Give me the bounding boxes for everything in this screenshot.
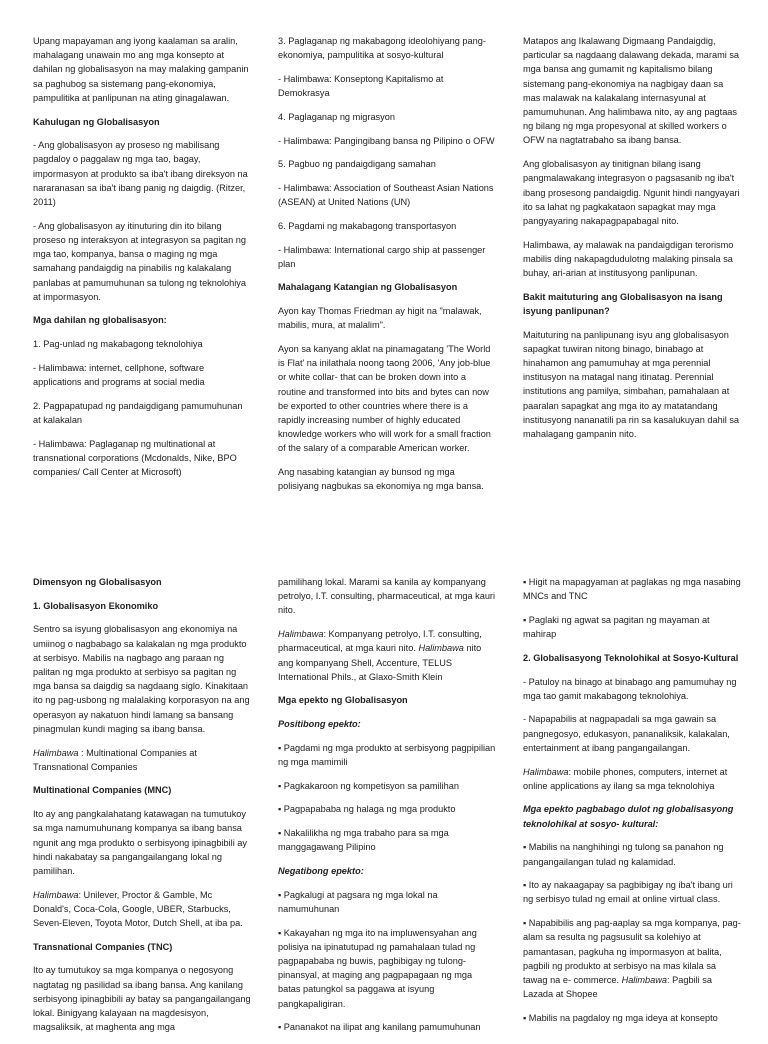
paragraph-text: - Halimbawa: Konseptong Kapitalismo at Demokrasya bbox=[278, 73, 444, 99]
example-label: Halimbawa bbox=[523, 766, 569, 777]
paragraph-text: Negatibong epekto: bbox=[278, 866, 364, 877]
paragraph bbox=[278, 72, 496, 100]
paragraph-text: ▪ Pagkakaroon ng kompetisyon sa pamilihan bbox=[278, 780, 459, 791]
paragraph bbox=[523, 840, 741, 868]
paragraph bbox=[33, 963, 251, 1034]
paragraph-text: ▪ Paglaki ng agwat sa pagitan ng mayaman at mahirap bbox=[523, 614, 710, 640]
paragraph-text: ▪ Ito ay nakaagapay sa pagbibigay ng iba't ibang uri ng serbisyo tulad ng email at online virtual class. bbox=[523, 880, 733, 905]
example-label: Halimbawa bbox=[278, 629, 324, 640]
paragraph-text: 2. Pagpapatupad ng pandaigdigang pamumuhunan at kalakalan bbox=[33, 400, 243, 425]
paragraph bbox=[278, 342, 496, 456]
paragraph bbox=[278, 575, 496, 618]
paragraph bbox=[33, 34, 251, 105]
section-heading bbox=[33, 940, 251, 954]
paragraph bbox=[33, 746, 251, 774]
paragraph bbox=[278, 802, 496, 816]
paragraph-text: pamilihang lokal. Marami sa kanila ay kompanyang petrolyo, I.T. consulting, pharmaceutical, at mga kauri nito. bbox=[278, 577, 496, 616]
section-heading bbox=[278, 717, 496, 731]
paragraph-text: Upang mapayaman ang iyong kaalaman sa aralin, mahalagang unawain mo ang mga konsepto at dahilan ng globalisasyon na may malaking gampanin sa paghubog sa sistemang pang-ekonomiya, pampulitika at panlipunan na ating ginagalawan. bbox=[33, 36, 249, 103]
paragraph bbox=[523, 157, 741, 228]
section-heading bbox=[523, 802, 741, 830]
paragraph bbox=[33, 361, 251, 389]
paragraph bbox=[523, 34, 741, 148]
paragraph-text: Bakit maituturing ang Globalisasyon na isang isyung panlipunan? bbox=[523, 291, 723, 316]
paragraph bbox=[278, 157, 496, 171]
paragraph-text: Mga dahilan ng globalisasyon: bbox=[33, 315, 167, 326]
paragraph-text: ▪ Higit na mapagyaman at paglakas ng mga nasabing MNCs and TNC bbox=[523, 577, 741, 602]
paragraph bbox=[523, 878, 741, 906]
document-page-2 bbox=[0, 512, 768, 1033]
paragraph bbox=[278, 243, 496, 271]
paragraph-text: Matapos ang Ikalawang Digmaang Pandaigdig, particular sa nagdaang dalawang dekada, marami sa mga bansa ang gumamit ng kapitalismo bilang sistemang pang-ekonomiya na nagbigay daan sa mas malawak na kalakalang internasyunal at pamumuhunan. Ang halimbawa nito, ay ang pagtaas ng bilang ng mga propesyonal at skilled workers o OFW na nagtatrabaho sa ibang bansa. bbox=[523, 36, 740, 146]
page2-column-1 bbox=[33, 575, 251, 1044]
paragraph bbox=[523, 575, 741, 603]
paragraph bbox=[278, 465, 496, 493]
paragraph bbox=[278, 826, 496, 854]
paragraph-text: Ang nasabing katangian ay bunsod ng mga polisiyang nagbukas sa ekonomiya ng mga bansa. bbox=[278, 467, 484, 492]
paragraph-text: - Patuloy na binago at binabago ang pamumuhay ng mga tao gamit makabagong teknolohiya. bbox=[523, 676, 737, 701]
paragraph bbox=[278, 779, 496, 793]
paragraph bbox=[523, 916, 741, 1001]
paragraph bbox=[523, 712, 741, 755]
paragraph-text: 5. Pagbuo ng pandaigdigang samahan bbox=[278, 159, 436, 170]
paragraph-text: 4. Paglaganap ng migrasyon bbox=[278, 111, 395, 122]
paragraph-text: ▪ Mabilis na nanghihingi ng tulong sa panahon ng pangangailangan tulad ng kalamidad. bbox=[523, 842, 724, 867]
paragraph-text: ▪ Mabilis na pagdaloy ng mga ideya at konsepto bbox=[523, 1012, 718, 1023]
paragraph bbox=[278, 134, 496, 148]
paragraph-text: - Halimbawa: Pangingibang bansa ng Pilipino o OFW bbox=[278, 135, 495, 146]
paragraph bbox=[278, 219, 496, 233]
paragraph-text: - Napapabilis at nagpapadali sa mga gawain sa pangnegosyo, edukasyon, pananaliksik, kalakalan, entertainment at ibang pangangailangan. bbox=[523, 714, 730, 753]
paragraph-text: Halimbawa, ay malawak na pandaigdigan terorismo mabilis ding nakapagdudulotng malaking pinsala sa buhay, ari-arian at institusyong panlipunan. bbox=[523, 239, 734, 279]
paragraph bbox=[278, 741, 496, 769]
example-label: Halimbawa bbox=[621, 974, 668, 985]
paragraph-text: Kahulugan ng Globalisasyon bbox=[33, 116, 160, 127]
paragraph-text: ▪ Kakayahan ng mga ito na impluwensyahan ang polisiya na ipinatutupad ng pamahalaan tulad ng pagpapababa ng buwis, pagbibigay ng tulong-pinansyal, at maging ang pagpapagaan ng mga batas patungkol sa paggawa at isyung pangkapaligiran. bbox=[278, 927, 477, 1009]
paragraph-text: 1. Globalisasyon Ekonomiko bbox=[33, 600, 159, 611]
paragraph-text: Ayon kay Thomas Friedman ay higit na "malawak, mabilis, mura, at malalim". bbox=[278, 306, 482, 331]
section-heading bbox=[278, 693, 496, 707]
paragraph-text: - Halimbawa: Paglaganap ng multinational at transnational corporations (Mcdonalds, Nike, BPO companies/ Call Center at Microsoft) bbox=[33, 438, 237, 478]
section-heading bbox=[523, 290, 741, 318]
paragraph-text: - Halimbawa: internet, cellphone, software applications and programs at social media bbox=[33, 362, 205, 388]
section-heading bbox=[33, 599, 251, 613]
paragraph bbox=[523, 328, 741, 442]
paragraph-text: - Ang globalisasyon ay itinuturing din ito bilang proseso ng interaksyon at integrasyon sa pagitan ng mga tao, kompanya, bansa o maging ng mga samahang pandaigdig na pinabilis ng kalakalang panlabas at pamumuhunan sa tulong ng teknolohiya at impormasyon. bbox=[33, 220, 246, 302]
paragraph bbox=[33, 888, 251, 931]
paragraph-text: ▪ Pananakot na ilipat ang kanilang pamumuhunan bbox=[278, 1022, 481, 1033]
paragraph bbox=[523, 1011, 741, 1025]
paragraph-text: Sentro sa isyung globalisasyon ang ekonomiya na umiinog o nagbabago sa kalakalan ng mga produkto at serbisyo. Mabilis na nagbago ang paraan ng palitan ng mga produkto at serbisyo sa pagitan ng mga bansa sa daigdig sa nagdaang siglo. Kinakitaan ito ng pag-usbong ng malalaking korporasyon na ang operasyon ay nakatuon hindi lamang sa bansang pinagmulan kundi maging sa ibang bansa. bbox=[33, 624, 250, 734]
page1-column-3 bbox=[523, 34, 741, 451]
paragraph bbox=[278, 627, 496, 684]
paragraph bbox=[523, 675, 741, 703]
paragraph bbox=[33, 622, 251, 736]
paragraph-text: ▪ Pagdami ng mga produkto at serbisyong pagpipilian ng mga mamimili bbox=[278, 742, 496, 768]
paragraph bbox=[33, 337, 251, 351]
section-heading bbox=[33, 115, 251, 129]
paragraph-text: - Halimbawa: International cargo ship at passenger plan bbox=[278, 244, 486, 269]
paragraph-text: Ito ay ang pangkalahatang katawagan na tumutukoy sa mga namumuhunang kompanya sa ibang bansa ngunit ang mga produkto o serbisyong ipinagbibili ay hindi nakabatay sa pangangailangang lokal ng pamilihan. bbox=[33, 809, 248, 876]
paragraph-text: 2. Globalisasyong Teknolohikal at Sosyo-Kultural bbox=[523, 652, 739, 663]
paragraph-text: - Halimbawa: Association of Southeast Asian Nations (ASEAN) at United Nations (UN) bbox=[278, 182, 494, 208]
paragraph-text: Ayon sa kanyang aklat na pinamagatang 'The World is Flat' na inilathala noong taong 2006, 'Any job-blue or white collar- that can be broken down into a routine and transformed into bits and bytes can now be exported to other countries where there is a rapidly increasing number of highly educated knowledge workers who will work for a small fraction of the salary of a comparable American worker. bbox=[278, 344, 491, 454]
paragraph bbox=[33, 219, 251, 304]
paragraph bbox=[523, 613, 741, 641]
paragraph-text: 1. Pag-unlad ng makabagong teknolohiya bbox=[33, 339, 203, 350]
paragraph-text: - Ang globalisasyon ay proseso ng mabilisang pagdaloy o paggalaw ng mga tao, bagay, impormasyon at produkto sa iba't ibang direksyon na nararanasan sa iba't ibang panig ng daigdig. (Ritzer, 2011) bbox=[33, 140, 248, 208]
paragraph-text: : Multinational Companies at Transnational Companies bbox=[33, 747, 197, 772]
paragraph-text: Ito ay tumutukoy sa mga kompanya o negosyong nagtatag ng pasilidad sa ibang bansa. Ang kanilang serbisyong ipinagbibili ay batay sa pangangailangang lokal. Binigyang kalayaan na magdesisyon, magsaliksik, at maghenta ang mga bbox=[33, 965, 251, 1033]
paragraph-text: Mga epekto pagbabago dulot ng globalisasyong teknolohikal at sosyo- kultural: bbox=[523, 804, 734, 829]
paragraph-text: ▪ Pagkalugi at pagsara ng mga lokal na namumuhunan bbox=[278, 889, 438, 914]
section-heading bbox=[278, 280, 496, 294]
paragraph bbox=[278, 926, 496, 1011]
paragraph bbox=[33, 807, 251, 878]
page1-column-2 bbox=[278, 34, 496, 503]
paragraph bbox=[33, 138, 251, 209]
paragraph-text: Transnational Companies (TNC) bbox=[33, 941, 173, 952]
paragraph-text: Positibong epekto: bbox=[278, 719, 361, 730]
page1-column-1 bbox=[33, 34, 251, 489]
page2-column-2 bbox=[278, 575, 496, 1044]
paragraph bbox=[523, 238, 741, 281]
page2-column-3 bbox=[523, 575, 741, 1035]
paragraph bbox=[278, 304, 496, 332]
example-label: Halimbawa bbox=[33, 747, 79, 758]
example-label: Halimbawa bbox=[418, 643, 464, 654]
paragraph bbox=[523, 765, 741, 793]
section-heading bbox=[33, 313, 251, 327]
paragraph-text: Ang globalisasyon ay tinitignan bilang isang pangmalawakang integrasyon o pagsasanib ng iba't ibang prosesong pandaigdig. Ngunit hindi nangyayari ito sa lahat ng pagkakataon sapagkat may mga pangyayaring nakapagpapabagal nito. bbox=[523, 159, 740, 226]
paragraph-text: Dimensyon ng Globalisasyon bbox=[33, 577, 162, 587]
paragraph-text: : mobile phones, computers, internet at online applications ay ilang sa mga teknolohiya bbox=[523, 766, 728, 791]
section-heading bbox=[33, 575, 251, 589]
paragraph-text: 3. Paglaganap ng makabagong ideolohiyang pang-ekonomiya, pampulitika at sosyo-kultural bbox=[278, 36, 486, 61]
paragraph-text: : Pagbili sa Lazada at Shopee bbox=[523, 974, 712, 1000]
paragraph-text: Maituturing na panlipunang isyu ang globalisasyon sapagkat tuwiran nitong binago, binabago at hinahamon ang pamumuhay at mga perennial institusyon na matagal nang itinatag. Perennial institutions ang pamilya, simbahan, pamahalaan at paaralan sapagkat ang mga ito ay matatandang institusyong nananatili pa rin sa kasalukuyan dahil sa mahalagang gampanin nito. bbox=[523, 329, 740, 440]
paragraph-text: ▪ Pagpapababa ng halaga ng mga produkto bbox=[278, 804, 456, 815]
paragraph bbox=[33, 399, 251, 427]
paragraph-text: ▪ Nakalilikha ng mga trabaho para sa mga manggagawang Pilipino bbox=[278, 828, 449, 853]
paragraph-text: Multinational Companies (MNC) bbox=[33, 785, 172, 796]
paragraph-text: Mahalagang Katangian ng Globalisasyon bbox=[278, 282, 458, 293]
paragraph-text: ▪ Napabibilis ang pag-aaplay sa mga kompanya, pag-alam sa resulta ng pagsusulit sa kolehiyo at pamantasan, pagkuha ng impormasyon at balita, pagbili ng produkto at serbisyo na mas kilala sa tawag na e- commerce. bbox=[523, 918, 741, 985]
paragraph-text: 6. Pagdami ng makabagong transportasyon bbox=[278, 220, 457, 231]
paragraph bbox=[278, 110, 496, 124]
section-heading bbox=[523, 651, 741, 665]
paragraph bbox=[278, 181, 496, 209]
paragraph bbox=[278, 888, 496, 916]
paragraph bbox=[278, 1020, 496, 1034]
paragraph bbox=[278, 34, 496, 62]
document-page-1 bbox=[0, 0, 768, 512]
paragraph-text: : Unilever, Proctor & Gamble, Mc Donald's, Coca-Cola, Google, UBER, Starbucks, Seven-Eleven, Toyota Motor, Dutch Shell, at iba pa. bbox=[33, 889, 243, 929]
paragraph-text: Mga epekto ng Globalisasyon bbox=[278, 695, 408, 706]
section-heading bbox=[278, 864, 496, 878]
section-heading bbox=[33, 783, 251, 797]
paragraph-text: : Kompanyang petrolyo, I.T. consulting, pharmaceutical, at mga kauri nito. bbox=[278, 629, 482, 654]
paragraph bbox=[33, 437, 251, 480]
paragraph-text: nito ang kompanyang Shell, Accenture, TELUS International Phils., at Glaxo-Smith Klein bbox=[278, 643, 482, 682]
example-label: Halimbawa bbox=[33, 889, 79, 900]
